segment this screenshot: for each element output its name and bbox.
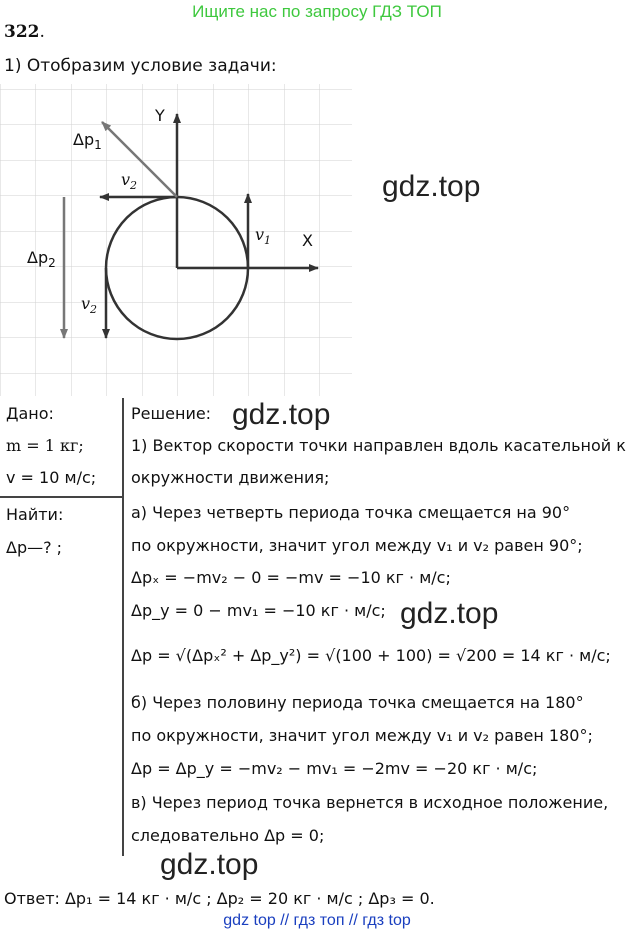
solution-line: в) Через период точка вернется в исходное положение,	[131, 793, 609, 812]
find-quantity: Δp—? ;	[6, 538, 63, 557]
search-banner[interactable]: Ищите нас по запросу ГДЗ ТОП	[192, 2, 442, 21]
watermark: gdz.top	[382, 170, 481, 203]
answer: Ответ: Δp₁ = 14 кг · м/с ; Δp₂ = 20 кг · м/с ; Δp₃ = 0.	[4, 889, 435, 908]
footer-links[interactable]: gdz top // гдз топ // гдз top	[223, 912, 411, 929]
dp1-label: $\Delta p_1$	[73, 130, 102, 153]
solution-line: по окружности, значит угол между v₁ и v₂ равен 90°;	[131, 536, 583, 555]
solution-line: б) Через половину периода точка смещается на 180°	[131, 693, 584, 712]
y-axis-label: Y	[155, 106, 165, 125]
solution-line: Δp = √(Δpₓ² + Δp_y²) = √(100 + 100) = √200 = 14 кг · м/с;	[131, 646, 611, 665]
step-1-heading: 1) Отобразим условие задачи:	[4, 56, 277, 76]
solution-line: 1) Вектор скорости точки направлен вдоль касательной к	[131, 436, 626, 455]
watermark: gdz.top	[400, 597, 499, 630]
watermark: gdz.top	[160, 848, 259, 881]
problem-number: 322.	[4, 22, 45, 42]
solution-line: окружности движения;	[131, 468, 330, 487]
given-velocity: v = 10 м/с;	[6, 468, 97, 487]
find-title: Найти:	[6, 505, 64, 524]
solution-line: следовательно Δp = 0;	[131, 826, 325, 845]
solution-line: Δp = Δp_y = −mv₂ − mv₁ = −2mv = −20 кг · м/с;	[131, 759, 538, 778]
solution-title: Решение:	[131, 404, 212, 423]
given-mass: m = 1 кг;	[6, 436, 84, 455]
solution-line: а) Через четверть периода точка смещается на 90°	[131, 503, 571, 522]
v2-top-label: $v_2$	[121, 170, 138, 193]
table-divider-horizontal	[0, 496, 123, 498]
watermark: gdz.top	[232, 398, 331, 431]
table-divider-vertical	[122, 398, 124, 856]
v1-label: $v_1$	[255, 225, 272, 248]
solution-line: Δp_y = 0 − mv₁ = −10 кг · м/с;	[131, 601, 386, 620]
x-axis-label: X	[302, 231, 313, 250]
v2-bottom-label: $v_2$	[81, 294, 98, 317]
solution-line: по окружности, значит угол между v₁ и v₂ равен 180°;	[131, 726, 593, 745]
solution-line: Δpₓ = −mv₂ − 0 = −mv = −10 кг · м/с;	[131, 568, 451, 587]
circle-motion-figure	[0, 84, 380, 396]
dp2-label: $\Delta p_2$	[27, 248, 56, 271]
given-title: Дано:	[6, 404, 54, 423]
